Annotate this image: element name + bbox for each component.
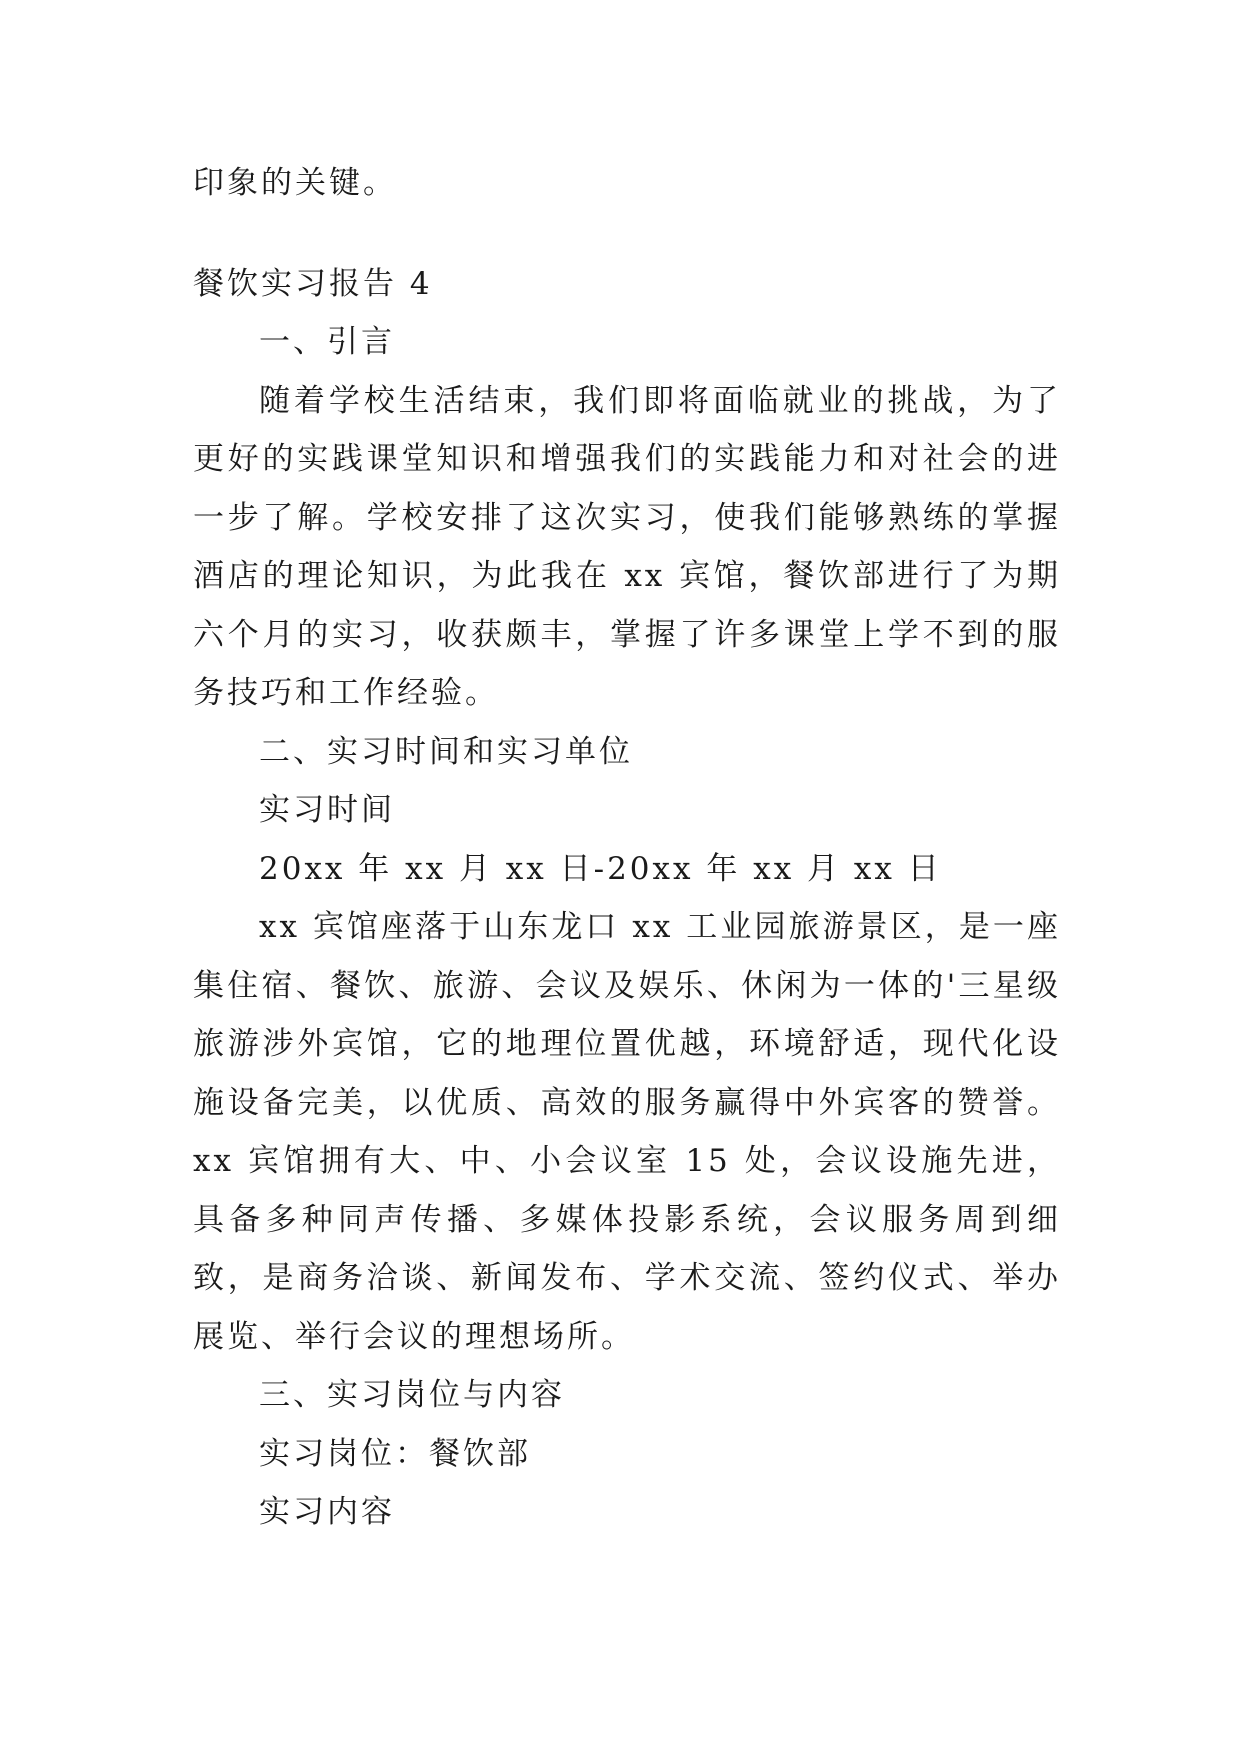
heading-introduction: 一、引言 [259,324,395,360]
continuation-text: 印象的关键。 [193,165,397,201]
internship-time-value: 20xx 年 xx 月 xx 日-20xx 年 xx 月 xx 日 [259,850,942,887]
paragraph-introduction: 随着学校生活结束，我们即将面临就业的挑战，为了更好的实践课堂知识和增强我们的实践能力和对社会的进一步了解。学校安排了这次实习，使我们能够熟练的掌握酒店的理论知识，为此我在 xx 宾馆，餐饮部进行了为期六个月的实习，收获颇丰，掌握了许多课堂上学不到的服务技巧和工作经验。 [193,382,1061,711]
section-title: 餐饮实习报告 4 [193,265,433,302]
heading-post-and-content: 三、实习岗位与内容 [259,1377,565,1413]
document-body [193,154,1061,1542]
internship-time-label: 实习时间 [259,792,395,828]
heading-time-and-unit: 二、实习时间和实习单位 [259,733,633,770]
paragraph-hotel-description: xx 宾馆座落于山东龙口 xx 工业园旅游景区，是一座集住宿、餐饮、旅游、会议及娱乐、休闲为一体的'三星级旅游涉外宾馆，它的地理位置优越，环境舒适，现代化设施设备完美，以优质、高效的服务赢得中外宾客的赞誉。xx 宾馆拥有大、中、小会议室 15 处，会议设施先进，具备多种同声传播、多媒体投影系统，会议服务周到细致，是商务洽谈、新闻发布、学术交流、签约仪式、举办展览、举行会议的理想场所。 [193,909,1061,1355]
internship-content-label: 实习内容 [259,1494,395,1530]
internship-post: 实习岗位：餐饮部 [259,1435,531,1472]
